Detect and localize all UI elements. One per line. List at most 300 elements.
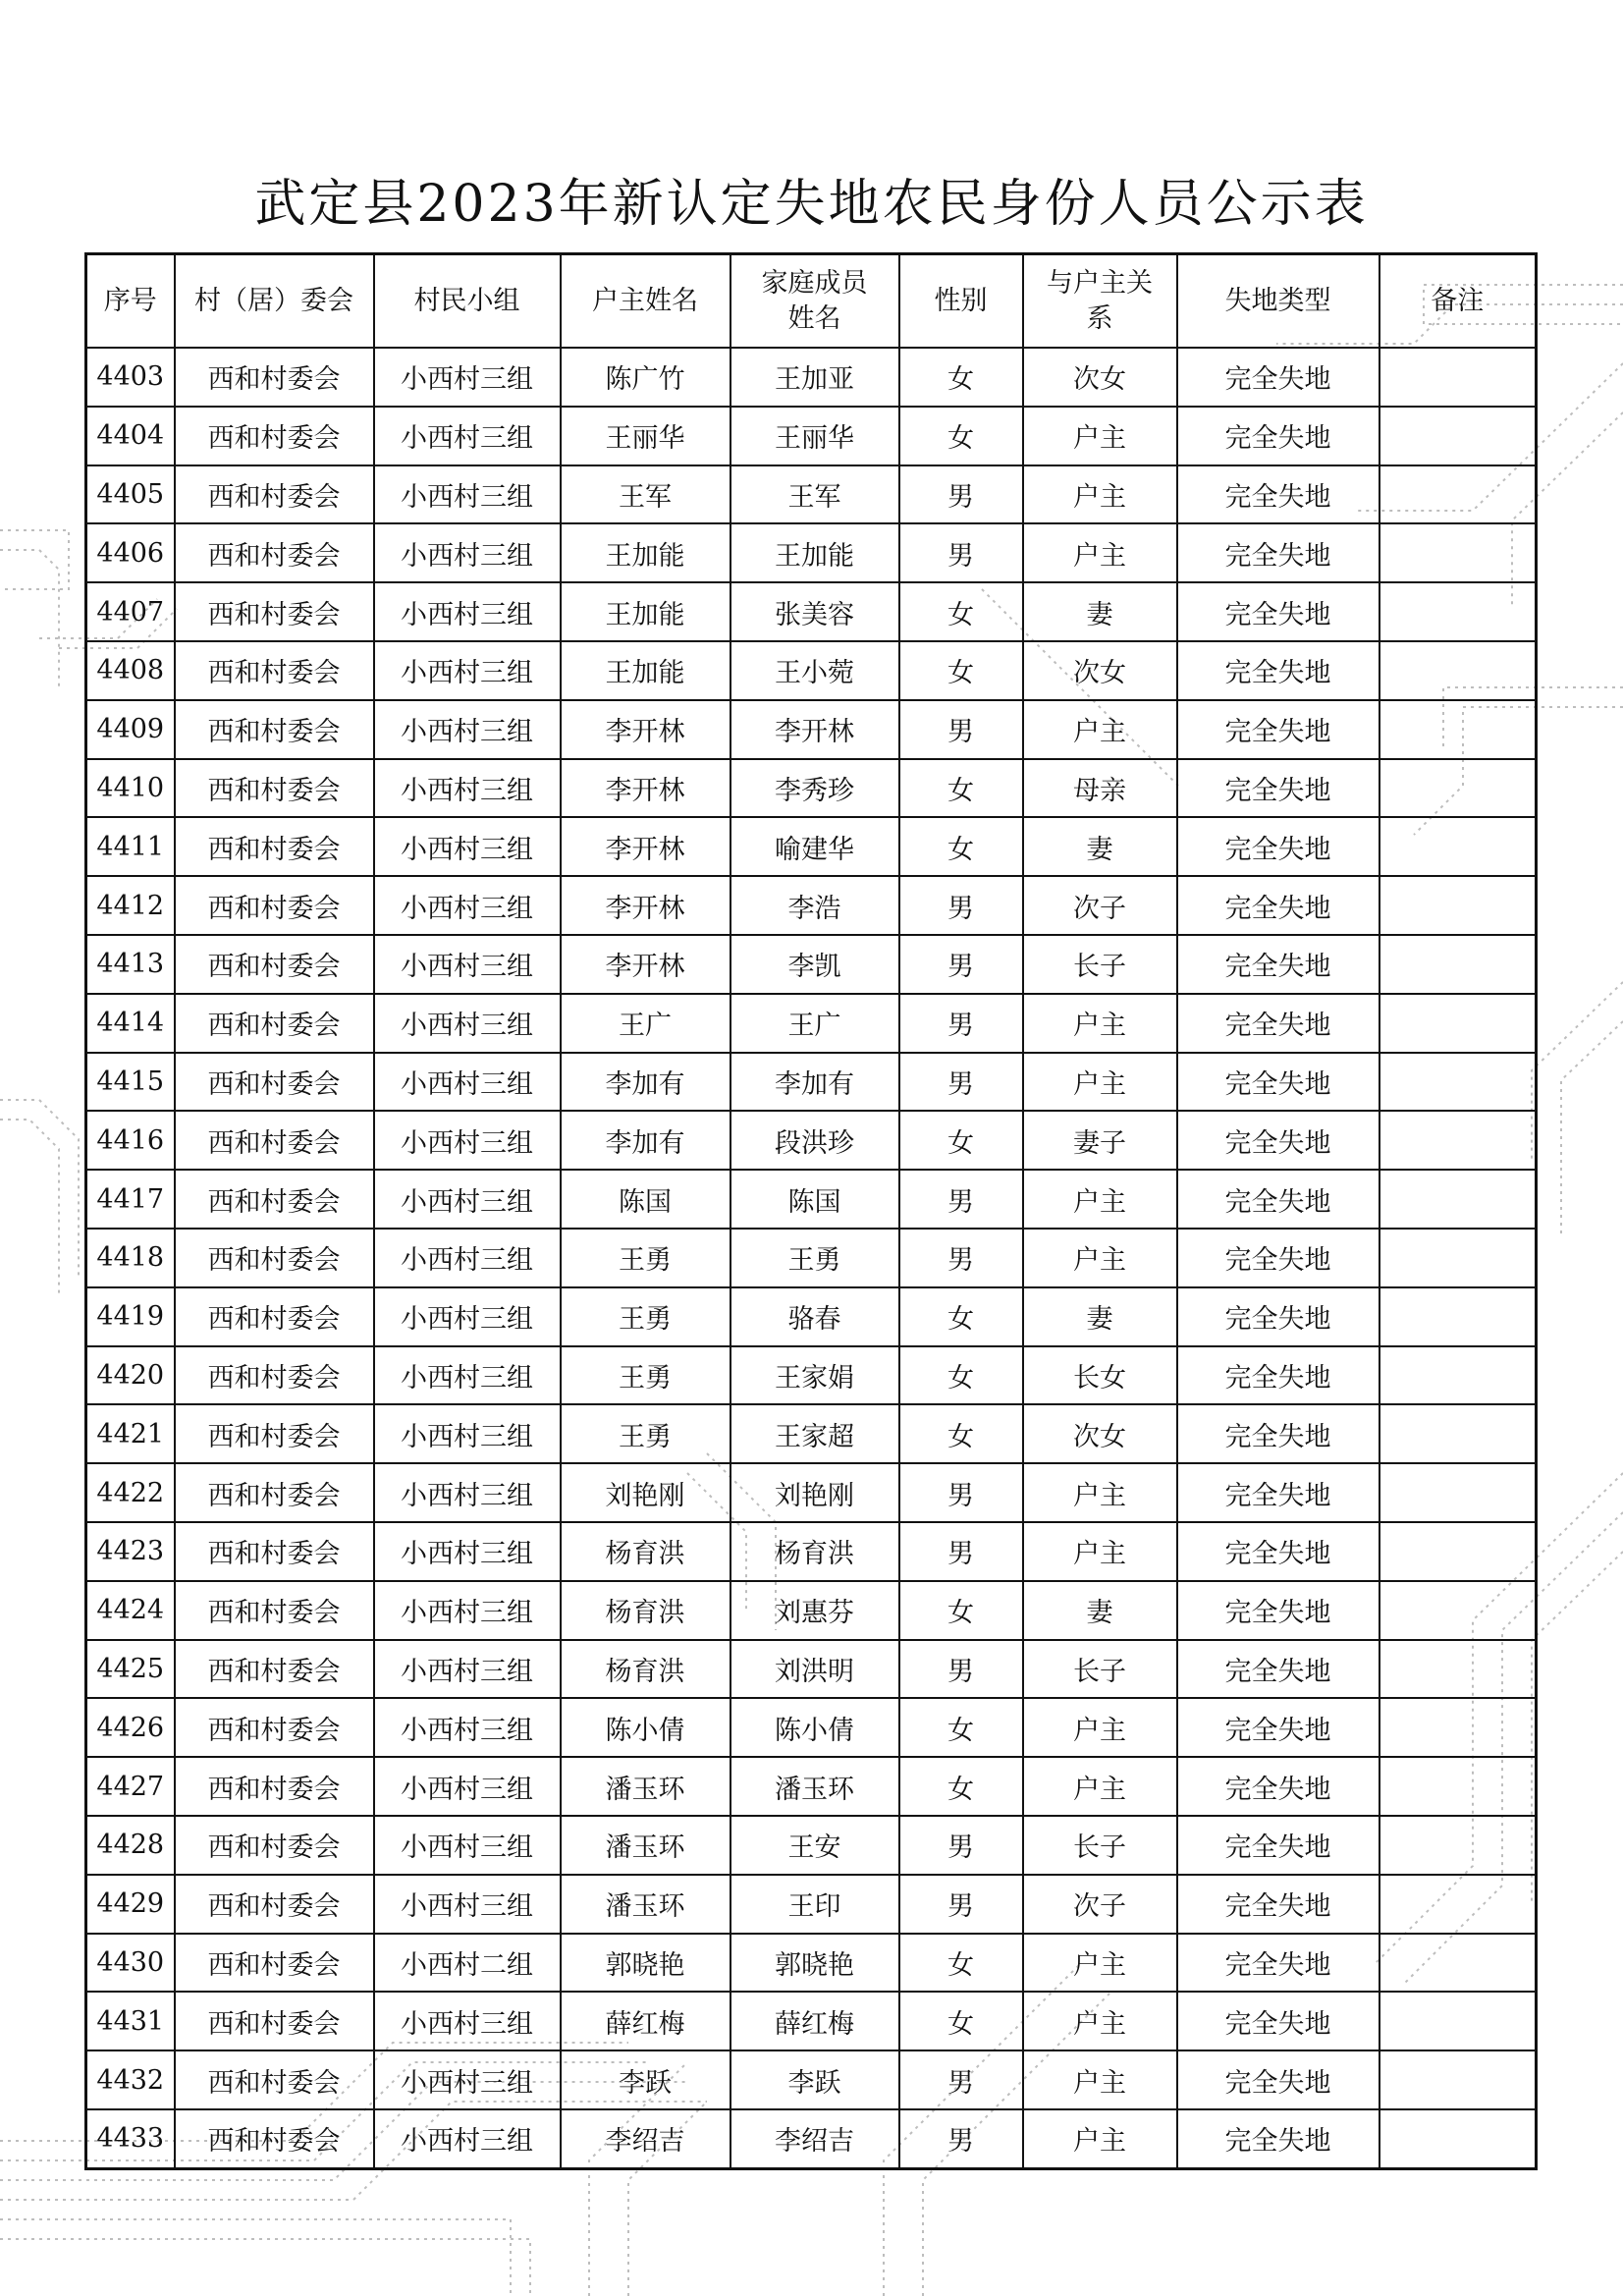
- cell-seq: 4430: [86, 1934, 175, 1993]
- cell-remark: [1380, 407, 1537, 465]
- cell-gender: 男: [899, 2109, 1023, 2168]
- cell-gender: 女: [899, 582, 1023, 641]
- cell-gender: 女: [899, 641, 1023, 700]
- cell-remark: [1380, 2050, 1537, 2109]
- cell-relation: 户主: [1023, 523, 1177, 582]
- cell-householder: 陈小倩: [561, 1698, 730, 1757]
- cell-committee: 西和村委会: [175, 1170, 374, 1229]
- cell-seq: 4416: [86, 1111, 175, 1170]
- cell-seq: 4409: [86, 700, 175, 759]
- roster-body: [86, 348, 1537, 2168]
- table-row: [86, 1816, 1537, 1875]
- cell-gender: 男: [899, 994, 1023, 1053]
- table-row: [86, 1522, 1537, 1581]
- cell-relation: 长女: [1023, 1346, 1177, 1405]
- table-row: [86, 1640, 1537, 1699]
- cell-householder: 李加有: [561, 1053, 730, 1112]
- cell-gender: 女: [899, 1934, 1023, 1993]
- cell-seq: 4428: [86, 1816, 175, 1875]
- cell-seq: 4414: [86, 994, 175, 1053]
- cell-remark: [1380, 817, 1537, 876]
- cell-gender: 男: [899, 1522, 1023, 1581]
- cell-relation: 妻子: [1023, 1111, 1177, 1170]
- cell-householder: 王加能: [561, 641, 730, 700]
- cell-committee: 西和村委会: [175, 759, 374, 818]
- cell-committee: 西和村委会: [175, 1875, 374, 1934]
- table-row: [86, 1346, 1537, 1405]
- cell-committee: 西和村委会: [175, 465, 374, 524]
- table-row: [86, 1053, 1537, 1112]
- cell-householder: 潘玉环: [561, 1875, 730, 1934]
- table-row: [86, 1757, 1537, 1816]
- column-header-type: 失地类型: [1177, 254, 1380, 349]
- cell-member: 王军: [730, 465, 899, 524]
- cell-member: 李开林: [730, 700, 899, 759]
- table-row: [86, 465, 1537, 524]
- cell-type: 完全失地: [1177, 1640, 1380, 1699]
- cell-group: 小西村三组: [374, 582, 561, 641]
- cell-member: 潘玉环: [730, 1757, 899, 1816]
- cell-gender: 女: [899, 1757, 1023, 1816]
- cell-relation: 母亲: [1023, 759, 1177, 818]
- cell-group: 小西村二组: [374, 1934, 561, 1993]
- cell-type: 完全失地: [1177, 407, 1380, 465]
- cell-householder: 薛红梅: [561, 1992, 730, 2050]
- cell-committee: 西和村委会: [175, 1816, 374, 1875]
- cell-gender: 男: [899, 1053, 1023, 1112]
- cell-type: 完全失地: [1177, 1170, 1380, 1229]
- cell-remark: [1380, 1346, 1537, 1405]
- cell-relation: 长子: [1023, 1816, 1177, 1875]
- table-row: [86, 582, 1537, 641]
- cell-group: 小西村三组: [374, 1581, 561, 1640]
- cell-committee: 西和村委会: [175, 817, 374, 876]
- cell-committee: 西和村委会: [175, 407, 374, 465]
- roster-table: [84, 252, 1538, 2170]
- table-row: [86, 1934, 1537, 1993]
- cell-relation: 次子: [1023, 876, 1177, 935]
- cell-group: 小西村三组: [374, 935, 561, 994]
- cell-seq: 4407: [86, 582, 175, 641]
- cell-group: 小西村三组: [374, 1816, 561, 1875]
- cell-householder: 王丽华: [561, 407, 730, 465]
- table-row: [86, 759, 1537, 818]
- column-header-householder: 户主姓名: [561, 254, 730, 349]
- cell-group: 小西村三组: [374, 1992, 561, 2050]
- cell-committee: 西和村委会: [175, 1287, 374, 1346]
- table-row: [86, 523, 1537, 582]
- cell-gender: 女: [899, 1581, 1023, 1640]
- cell-type: 完全失地: [1177, 1816, 1380, 1875]
- cell-remark: [1380, 1111, 1537, 1170]
- cell-member: 刘洪明: [730, 1640, 899, 1699]
- cell-gender: 男: [899, 523, 1023, 582]
- cell-committee: 西和村委会: [175, 1581, 374, 1640]
- cell-group: 小西村三组: [374, 348, 561, 407]
- cell-member: 王家娟: [730, 1346, 899, 1405]
- cell-relation: 妻: [1023, 1581, 1177, 1640]
- cell-relation: 户主: [1023, 1698, 1177, 1757]
- cell-group: 小西村三组: [374, 407, 561, 465]
- cell-group: 小西村三组: [374, 1170, 561, 1229]
- cell-remark: [1380, 1581, 1537, 1640]
- cell-type: 完全失地: [1177, 465, 1380, 524]
- cell-gender: 女: [899, 407, 1023, 465]
- cell-relation: 户主: [1023, 1053, 1177, 1112]
- cell-type: 完全失地: [1177, 759, 1380, 818]
- table-row: [86, 817, 1537, 876]
- cell-type: 完全失地: [1177, 582, 1380, 641]
- cell-committee: 西和村委会: [175, 1463, 374, 1522]
- cell-relation: 户主: [1023, 1463, 1177, 1522]
- column-header-group: 村民小组: [374, 254, 561, 349]
- cell-member: 张美容: [730, 582, 899, 641]
- cell-householder: 杨育洪: [561, 1640, 730, 1699]
- cell-relation: 次女: [1023, 348, 1177, 407]
- cell-type: 完全失地: [1177, 1346, 1380, 1405]
- cell-seq: 4403: [86, 348, 175, 407]
- cell-seq: 4433: [86, 2109, 175, 2168]
- cell-relation: 次女: [1023, 641, 1177, 700]
- table-row: [86, 1229, 1537, 1287]
- cell-committee: 西和村委会: [175, 1640, 374, 1699]
- cell-remark: [1380, 348, 1537, 407]
- cell-member: 段洪珍: [730, 1111, 899, 1170]
- cell-type: 完全失地: [1177, 876, 1380, 935]
- cell-seq: 4411: [86, 817, 175, 876]
- cell-householder: 王勇: [561, 1346, 730, 1405]
- cell-householder: 李开林: [561, 700, 730, 759]
- cell-remark: [1380, 1287, 1537, 1346]
- cell-seq: 4424: [86, 1581, 175, 1640]
- cell-member: 王加亚: [730, 348, 899, 407]
- cell-seq: 4425: [86, 1640, 175, 1699]
- cell-householder: 潘玉环: [561, 1816, 730, 1875]
- cell-relation: 户主: [1023, 2050, 1177, 2109]
- cell-member: 陈小倩: [730, 1698, 899, 1757]
- cell-member: 郭晓艳: [730, 1934, 899, 1993]
- column-header-member: 家庭成员姓名: [730, 254, 899, 349]
- cell-group: 小西村三组: [374, 1346, 561, 1405]
- cell-remark: [1380, 1698, 1537, 1757]
- cell-seq: 4423: [86, 1522, 175, 1581]
- cell-householder: 王加能: [561, 523, 730, 582]
- cell-type: 完全失地: [1177, 1875, 1380, 1934]
- cell-member: 杨育洪: [730, 1522, 899, 1581]
- table-row: [86, 2050, 1537, 2109]
- cell-committee: 西和村委会: [175, 1229, 374, 1287]
- cell-seq: 4429: [86, 1875, 175, 1934]
- table-row: [86, 876, 1537, 935]
- cell-gender: 男: [899, 700, 1023, 759]
- cell-relation: 户主: [1023, 1229, 1177, 1287]
- cell-gender: 男: [899, 1640, 1023, 1699]
- cell-householder: 杨育洪: [561, 1522, 730, 1581]
- cell-type: 完全失地: [1177, 1698, 1380, 1757]
- cell-remark: [1380, 1170, 1537, 1229]
- cell-relation: 户主: [1023, 1170, 1177, 1229]
- cell-remark: [1380, 523, 1537, 582]
- cell-gender: 男: [899, 465, 1023, 524]
- cell-seq: 4421: [86, 1404, 175, 1463]
- cell-member: 王小菀: [730, 641, 899, 700]
- cell-group: 小西村三组: [374, 759, 561, 818]
- cell-remark: [1380, 1875, 1537, 1934]
- cell-gender: 男: [899, 1875, 1023, 1934]
- cell-remark: [1380, 700, 1537, 759]
- cell-type: 完全失地: [1177, 700, 1380, 759]
- cell-committee: 西和村委会: [175, 2050, 374, 2109]
- cell-committee: 西和村委会: [175, 994, 374, 1053]
- cell-householder: 王广: [561, 994, 730, 1053]
- cell-remark: [1380, 1640, 1537, 1699]
- cell-member: 李绍吉: [730, 2109, 899, 2168]
- cell-householder: 陈国: [561, 1170, 730, 1229]
- cell-member: 李凯: [730, 935, 899, 994]
- cell-remark: [1380, 1757, 1537, 1816]
- cell-type: 完全失地: [1177, 1404, 1380, 1463]
- cell-relation: 妻: [1023, 1287, 1177, 1346]
- cell-gender: 女: [899, 348, 1023, 407]
- cell-member: 王加能: [730, 523, 899, 582]
- cell-type: 完全失地: [1177, 2050, 1380, 2109]
- column-header-relation: 与户主关系: [1023, 254, 1177, 349]
- cell-remark: [1380, 1992, 1537, 2050]
- cell-committee: 西和村委会: [175, 700, 374, 759]
- cell-householder: 王勇: [561, 1404, 730, 1463]
- cell-householder: 李开林: [561, 935, 730, 994]
- cell-remark: [1380, 1934, 1537, 1993]
- cell-relation: 户主: [1023, 407, 1177, 465]
- cell-group: 小西村三组: [374, 523, 561, 582]
- cell-householder: 王军: [561, 465, 730, 524]
- cell-member: 薛红梅: [730, 1992, 899, 2050]
- cell-group: 小西村三组: [374, 1229, 561, 1287]
- cell-relation: 户主: [1023, 700, 1177, 759]
- cell-member: 刘艳刚: [730, 1463, 899, 1522]
- cell-relation: 户主: [1023, 994, 1177, 1053]
- cell-committee: 西和村委会: [175, 2109, 374, 2168]
- cell-committee: 西和村委会: [175, 1111, 374, 1170]
- cell-type: 完全失地: [1177, 935, 1380, 994]
- table-row: [86, 641, 1537, 700]
- column-header-committee: 村（居）委会: [175, 254, 374, 349]
- table-row: [86, 1404, 1537, 1463]
- cell-group: 小西村三组: [374, 1287, 561, 1346]
- cell-committee: 西和村委会: [175, 582, 374, 641]
- cell-householder: 王勇: [561, 1287, 730, 1346]
- column-header-seq: 序号: [86, 254, 175, 349]
- cell-householder: 王勇: [561, 1229, 730, 1287]
- cell-type: 完全失地: [1177, 1522, 1380, 1581]
- cell-seq: 4405: [86, 465, 175, 524]
- cell-remark: [1380, 935, 1537, 994]
- page-title: 武定县2023年新认定失地农民身份人员公示表: [254, 175, 1369, 234]
- cell-member: 王广: [730, 994, 899, 1053]
- cell-member: 喻建华: [730, 817, 899, 876]
- cell-member: 李加有: [730, 1053, 899, 1112]
- cell-remark: [1380, 1404, 1537, 1463]
- cell-relation: 户主: [1023, 1757, 1177, 1816]
- cell-householder: 李加有: [561, 1111, 730, 1170]
- cell-type: 完全失地: [1177, 994, 1380, 1053]
- table-row: [86, 935, 1537, 994]
- cell-relation: 次子: [1023, 1875, 1177, 1934]
- cell-committee: 西和村委会: [175, 1698, 374, 1757]
- cell-relation: 户主: [1023, 1934, 1177, 1993]
- cell-group: 小西村三组: [374, 876, 561, 935]
- cell-relation: 次女: [1023, 1404, 1177, 1463]
- cell-gender: 男: [899, 2050, 1023, 2109]
- cell-gender: 女: [899, 759, 1023, 818]
- cell-seq: 4406: [86, 523, 175, 582]
- cell-relation: 长子: [1023, 1640, 1177, 1699]
- cell-committee: 西和村委会: [175, 1053, 374, 1112]
- cell-gender: 男: [899, 1816, 1023, 1875]
- cell-seq: 4412: [86, 876, 175, 935]
- cell-group: 小西村三组: [374, 1640, 561, 1699]
- cell-householder: 郭晓艳: [561, 1934, 730, 1993]
- cell-householder: 李开林: [561, 876, 730, 935]
- cell-type: 完全失地: [1177, 1229, 1380, 1287]
- cell-gender: 女: [899, 1287, 1023, 1346]
- cell-remark: [1380, 876, 1537, 935]
- cell-committee: 西和村委会: [175, 876, 374, 935]
- cell-committee: 西和村委会: [175, 1934, 374, 1993]
- cell-type: 完全失地: [1177, 2109, 1380, 2168]
- cell-remark: [1380, 1522, 1537, 1581]
- cell-group: 小西村三组: [374, 2050, 561, 2109]
- cell-gender: 男: [899, 1463, 1023, 1522]
- cell-householder: 李开林: [561, 817, 730, 876]
- cell-member: 王丽华: [730, 407, 899, 465]
- cell-householder: 李开林: [561, 759, 730, 818]
- cell-gender: 女: [899, 1346, 1023, 1405]
- cell-group: 小西村三组: [374, 817, 561, 876]
- cell-committee: 西和村委会: [175, 1992, 374, 2050]
- table-row: [86, 1875, 1537, 1934]
- cell-group: 小西村三组: [374, 994, 561, 1053]
- cell-group: 小西村三组: [374, 1111, 561, 1170]
- cell-gender: 女: [899, 1111, 1023, 1170]
- table-row: [86, 1992, 1537, 2050]
- cell-relation: 户主: [1023, 1992, 1177, 2050]
- header-row: [86, 254, 1537, 349]
- cell-remark: [1380, 2109, 1537, 2168]
- cell-remark: [1380, 1229, 1537, 1287]
- cell-householder: 李绍吉: [561, 2109, 730, 2168]
- cell-relation: 户主: [1023, 1522, 1177, 1581]
- cell-seq: 4417: [86, 1170, 175, 1229]
- cell-group: 小西村三组: [374, 700, 561, 759]
- cell-type: 完全失地: [1177, 348, 1380, 407]
- column-header-gender: 性别: [899, 254, 1023, 349]
- cell-committee: 西和村委会: [175, 935, 374, 994]
- cell-committee: 西和村委会: [175, 1346, 374, 1405]
- cell-relation: 妻: [1023, 582, 1177, 641]
- cell-member: 陈国: [730, 1170, 899, 1229]
- cell-type: 完全失地: [1177, 1992, 1380, 2050]
- cell-seq: 4413: [86, 935, 175, 994]
- cell-group: 小西村三组: [374, 1404, 561, 1463]
- table-row: [86, 1581, 1537, 1640]
- table-row: [86, 1111, 1537, 1170]
- cell-gender: 女: [899, 1404, 1023, 1463]
- cell-member: 李秀珍: [730, 759, 899, 818]
- cell-type: 完全失地: [1177, 1581, 1380, 1640]
- cell-member: 王安: [730, 1816, 899, 1875]
- cell-type: 完全失地: [1177, 1111, 1380, 1170]
- cell-seq: 4426: [86, 1698, 175, 1757]
- cell-householder: 李跃: [561, 2050, 730, 2109]
- table-row: [86, 1698, 1537, 1757]
- cell-gender: 男: [899, 876, 1023, 935]
- cell-committee: 西和村委会: [175, 1757, 374, 1816]
- cell-committee: 西和村委会: [175, 523, 374, 582]
- cell-type: 完全失地: [1177, 1053, 1380, 1112]
- cell-seq: 4404: [86, 407, 175, 465]
- cell-seq: 4418: [86, 1229, 175, 1287]
- cell-group: 小西村三组: [374, 1757, 561, 1816]
- cell-committee: 西和村委会: [175, 1404, 374, 1463]
- table-row: [86, 2109, 1537, 2168]
- cell-gender: 女: [899, 817, 1023, 876]
- cell-seq: 4427: [86, 1757, 175, 1816]
- cell-group: 小西村三组: [374, 641, 561, 700]
- cell-member: 王勇: [730, 1229, 899, 1287]
- cell-relation: 户主: [1023, 465, 1177, 524]
- table-row: [86, 407, 1537, 465]
- table-row: [86, 1287, 1537, 1346]
- table-row: [86, 994, 1537, 1053]
- cell-seq: 4422: [86, 1463, 175, 1522]
- cell-householder: 王加能: [561, 582, 730, 641]
- cell-group: 小西村三组: [374, 1522, 561, 1581]
- cell-relation: 户主: [1023, 2109, 1177, 2168]
- cell-gender: 男: [899, 1170, 1023, 1229]
- cell-group: 小西村三组: [374, 1875, 561, 1934]
- cell-remark: [1380, 641, 1537, 700]
- table-row: [86, 1463, 1537, 1522]
- cell-seq: 4420: [86, 1346, 175, 1405]
- cell-type: 完全失地: [1177, 523, 1380, 582]
- cell-group: 小西村三组: [374, 2109, 561, 2168]
- table-row: [86, 700, 1537, 759]
- cell-member: 李浩: [730, 876, 899, 935]
- cell-type: 完全失地: [1177, 1934, 1380, 1993]
- cell-seq: 4415: [86, 1053, 175, 1112]
- cell-householder: 刘艳刚: [561, 1463, 730, 1522]
- cell-gender: 男: [899, 1229, 1023, 1287]
- cell-seq: 4410: [86, 759, 175, 818]
- cell-gender: 男: [899, 935, 1023, 994]
- cell-relation: 长子: [1023, 935, 1177, 994]
- cell-householder: 潘玉环: [561, 1757, 730, 1816]
- cell-member: 刘惠芬: [730, 1581, 899, 1640]
- cell-householder: 陈广竹: [561, 348, 730, 407]
- cell-seq: 4432: [86, 2050, 175, 2109]
- cell-committee: 西和村委会: [175, 1522, 374, 1581]
- cell-type: 完全失地: [1177, 1757, 1380, 1816]
- cell-group: 小西村三组: [374, 1698, 561, 1757]
- cell-member: 王印: [730, 1875, 899, 1934]
- cell-member: 王家超: [730, 1404, 899, 1463]
- cell-seq: 4408: [86, 641, 175, 700]
- cell-remark: [1380, 465, 1537, 524]
- cell-remark: [1380, 1816, 1537, 1875]
- cell-member: 骆春: [730, 1287, 899, 1346]
- cell-remark: [1380, 582, 1537, 641]
